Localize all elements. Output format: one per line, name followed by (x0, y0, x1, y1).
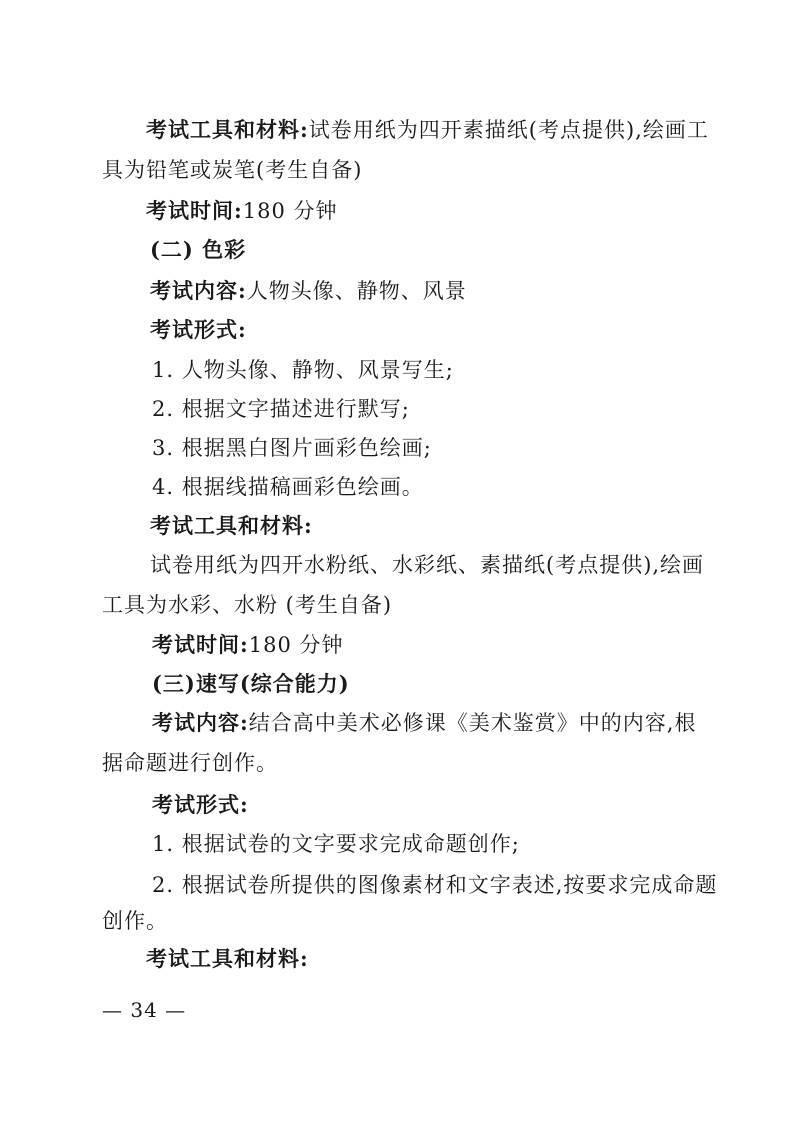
line-text: 据命题进行创作。 (102, 751, 278, 775)
line-text: 1. 根据试卷的文字要求完成命题创作; (152, 832, 520, 856)
line-text: 4. 根据线描稿画彩色绘画。 (152, 475, 424, 499)
list-item (0, 472, 800, 502)
paragraph-line (0, 550, 800, 580)
paragraph-line (0, 944, 800, 974)
bold-label: (二) 色彩 (150, 237, 247, 262)
bold-label: 考试形式: (152, 792, 249, 817)
bold-label: (三)速写(综合能力) (152, 671, 350, 696)
line-text: 人物头像、静物、风景 (246, 279, 467, 303)
paragraph-line (0, 155, 800, 185)
paragraph-line (0, 115, 800, 145)
line-text: 创作。 (102, 909, 168, 933)
bold-label: 考试时间: (152, 632, 249, 657)
list-item (0, 355, 800, 385)
line-text: 2. 根据试卷所提供的图像素材和文字表述,按要求完成命题 (152, 873, 718, 897)
section-heading (0, 669, 800, 699)
bold-label: 考试工具和材料: (146, 117, 309, 142)
section-heading (0, 235, 800, 265)
line-text: 1. 人物头像、静物、风景写生; (152, 358, 454, 382)
line-text: 3. 根据黑白图片画彩色绘画; (152, 436, 432, 460)
paragraph-line (0, 708, 800, 738)
paragraph-line (0, 630, 800, 660)
line-text: 具为铅笔或炭笔(考生自备) (102, 158, 363, 182)
line-text: 2. 根据文字描述进行默写; (152, 397, 410, 421)
line-text: 试卷用纸为四开素描纸(考点提供),绘画工 (308, 118, 709, 142)
paragraph-line (0, 276, 800, 306)
line-text: 试卷用纸为四开水粉纸、水彩纸、素描纸(考点提供),绘画 (150, 553, 705, 577)
list-item (0, 433, 800, 463)
paragraph-line (0, 196, 800, 226)
list-item (0, 829, 800, 859)
paragraph-line (0, 511, 800, 541)
bold-label: 考试工具和材料: (146, 946, 309, 971)
bold-label: 考试工具和材料: (150, 513, 313, 538)
line-text: 结合高中美术必修课《美术鉴赏》中的内容,根 (248, 711, 697, 735)
bold-label: 考试内容: (152, 710, 249, 735)
paragraph-line (0, 590, 800, 620)
paragraph-line (0, 315, 800, 345)
list-item (0, 870, 800, 900)
line-text: 180 分钟 (242, 199, 338, 223)
list-item (0, 394, 800, 424)
line-text: 180 分钟 (248, 633, 344, 657)
list-item (0, 906, 800, 936)
line-text: 工具为水彩、水粉 (考生自备) (102, 593, 393, 617)
bold-label: 考试形式: (150, 317, 247, 342)
bold-label: 考试内容: (150, 278, 247, 303)
page-number: — 34 — (102, 998, 187, 1022)
bold-label: 考试时间: (146, 198, 243, 223)
paragraph-line (0, 790, 800, 820)
paragraph-line (0, 748, 800, 778)
